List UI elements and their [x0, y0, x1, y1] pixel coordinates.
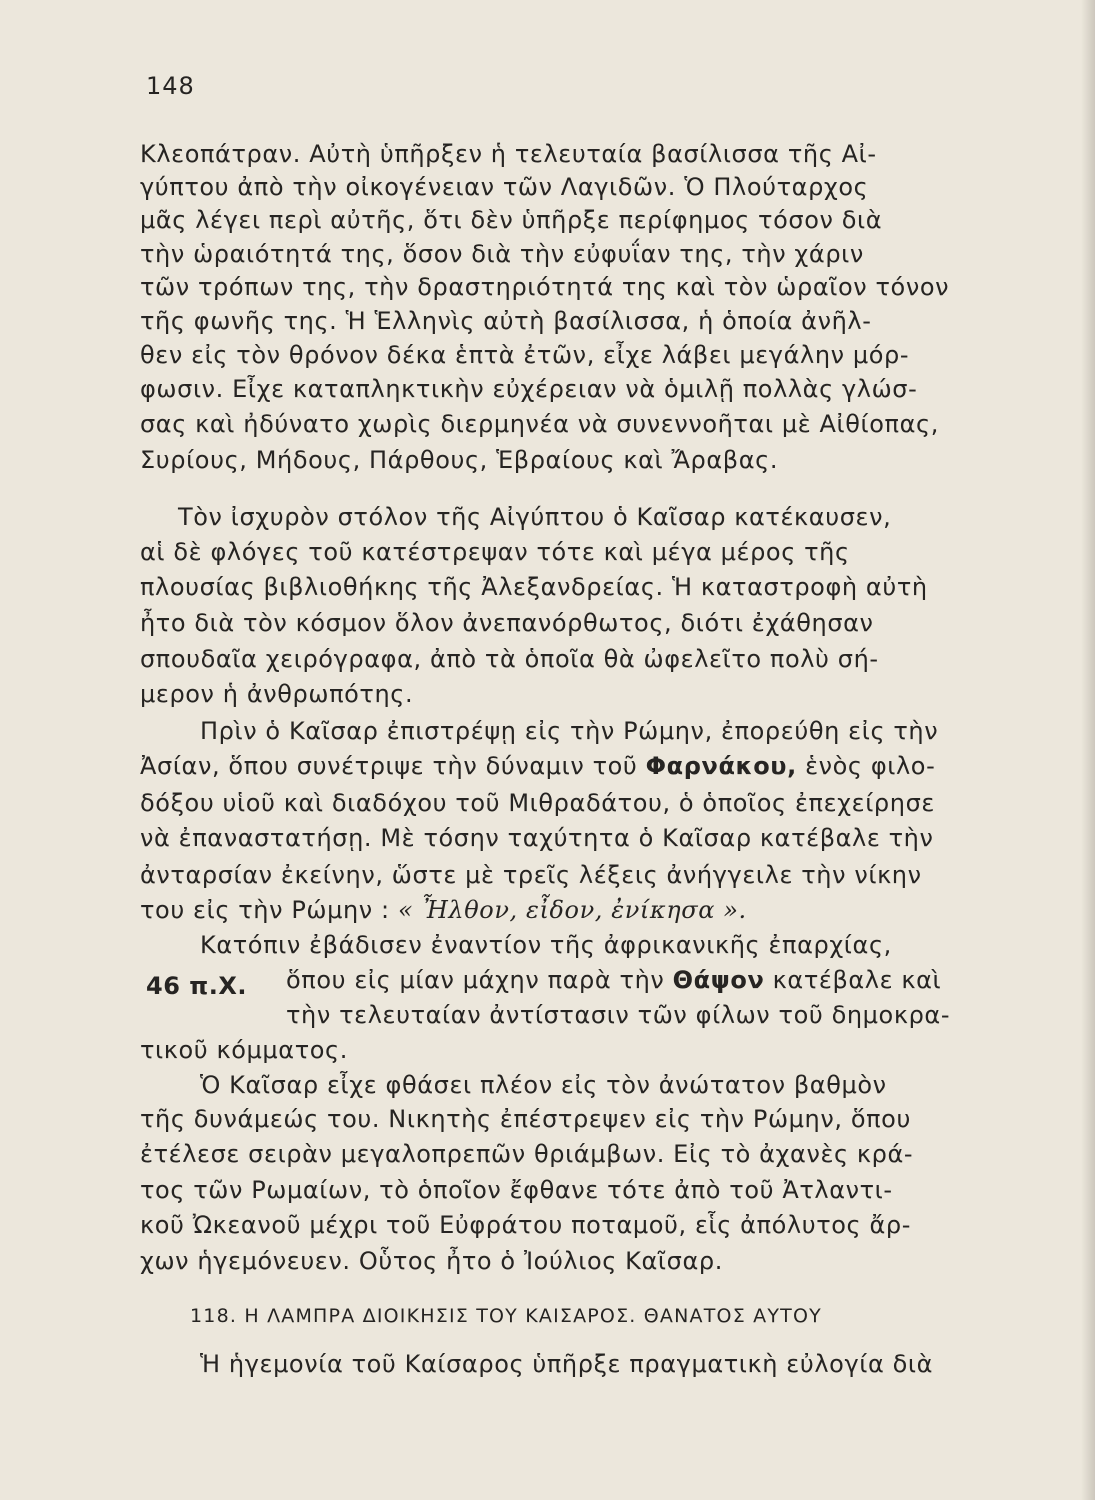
- text-line: ἐτέλεσε σειρὰν μεγαλοπρεπῶν θριάμβων. Εἰς τὸ ἀχανὲς κρά-: [140, 1140, 914, 1168]
- text-line: μᾶς λέγει περὶ αὐτῆς, ὅτι δὲν ὑπῆρξε περίφημος τόσον διὰ: [140, 206, 883, 234]
- page-number: 148: [146, 72, 195, 100]
- text-line: τὴν τελευταίαν ἀντίστασιν τῶν φίλων τοῦ δημοκρα-: [286, 1001, 951, 1029]
- text-line: Συρίους, Μήδους, Πάρθους, Ἑβραίους καὶ Ἄραβας.: [140, 446, 779, 474]
- page-edge-shadow: [1081, 0, 1095, 1500]
- text-line: Πρὶν ὁ Καῖσαρ ἐπιστρέψῃ εἰς τὴν Ρώμην, ἐπορεύθη εἰς τὴν: [200, 717, 939, 745]
- text-run: του εἰς τὴν Ρώμην :: [140, 896, 390, 924]
- text-line: τικοῦ κόμματος.: [140, 1036, 348, 1064]
- section-heading: 118. Η ΛΑΜΠΡΑ ΔΙΟΙΚΗΣΙΣ ΤΟΥ ΚΑΙΣΑΡΟΣ. ΘΑΝΑΤΟΣ ΑΥΤΟΥ: [190, 1305, 822, 1327]
- text-line: Ἡ ἡγεμονία τοῦ Καίσαρος ὑπῆρξε πραγματικὴ εὐλογία διὰ: [200, 1350, 934, 1378]
- text-line: μερον ἡ ἀνθρωπότης.: [140, 680, 414, 708]
- text-run: ὅπου εἰς μίαν μάχην παρὰ τὴν: [286, 966, 665, 994]
- text-line: Κλεοπάτραν. Αὐτὴ ὑπῆρξεν ἡ τελευταία βασίλισσα τῆς Αἰ-: [140, 140, 877, 168]
- quote-veni-vidi-vici: « Ἦλθον, εἶδον, ἐνίκησα ».: [397, 896, 747, 924]
- text-line: Τὸν ἰσχυρὸν στόλον τῆς Αἰγύπτου ὁ Καῖσαρ κατέκαυσεν,: [178, 503, 892, 531]
- text-line: ἀνταρσίαν ἐκείνην, ὥστε μὲ τρεῖς λέξεις ἀνήγγειλε τὴν νίκην: [140, 861, 922, 889]
- text-run: ἑνὸς φιλο-: [805, 752, 936, 780]
- text-line: τῆς δυνάμεώς του. Νικητὴς ἐπέστρεψεν εἰς τὴν Ρώμην, ὅπου: [140, 1105, 911, 1133]
- text-line: πλουσίας βιβλιοθήκης τῆς Ἀλεξανδρείας. Ἡ καταστροφὴ αὐτὴ: [140, 573, 928, 601]
- text-line: [140, 752, 990, 780]
- text-line: ἦτο διὰ τὸν κόσμον ὅλον ἀνεπανόρθωτος, διότι ἐχάθησαν: [140, 609, 874, 637]
- text-line: αἱ δὲ φλόγες τοῦ κατέστρεψαν τότε καὶ μέγα μέρος τῆς: [140, 538, 850, 566]
- text-line: τῶν τρόπων της, τὴν δραστηριότητά της καὶ τὸν ὡραῖον τόνον: [140, 273, 950, 301]
- text-line: χων ἡγεμόνευεν. Οὗτος ἦτο ὁ Ἰούλιος Καῖσαρ.: [140, 1247, 723, 1275]
- text-line: δόξου υἱοῦ καὶ διαδόχου τοῦ Μιθραδάτου, ὁ ὁποῖος ἐπεχείρησε: [140, 789, 935, 817]
- text-line: τος τῶν Ρωμαίων, τὸ ὁποῖον ἔφθανε τότε ἀπὸ τοῦ Ἀτλαντι-: [140, 1176, 893, 1204]
- text-run: κατέβαλε καὶ: [772, 966, 942, 994]
- text-line: φωσιν. Εἶχε καταπληκτικὴν εὐχέρειαν νὰ ὁμιλῇ πολλὰς γλώσ-: [140, 375, 918, 403]
- text-line: κοῦ Ὠκεανοῦ μέχρι τοῦ Εὐφράτου ποταμοῦ, εἷς ἀπόλυτος ἄρ-: [140, 1211, 911, 1239]
- text-line: σπουδαῖα χειρόγραφα, ἀπὸ τὰ ὁποῖα θὰ ὠφελεῖτο πολὺ σή-: [140, 645, 879, 673]
- text-run: Ἀσίαν, ὅπου συνέτριψε τὴν δύναμιν τοῦ: [140, 752, 638, 780]
- text-line: νὰ ἐπαναστατήσῃ. Μὲ τόσην ταχύτητα ὁ Καῖσαρ κατέβαλε τὴν: [140, 824, 934, 852]
- text-line: Ὁ Καῖσαρ εἶχε φθάσει πλέον εἰς τὸν ἀνώτατον βαθμὸν: [200, 1071, 887, 1099]
- text-line: τὴν ὡραιότητά της, ὅσον διὰ τὴν εὐφυΐαν της, τὴν χάριν: [140, 240, 864, 268]
- text-line: τῆς φωνῆς της. Ἡ Ἑλληνὶς αὐτὴ βασίλισσα, ἡ ὁποία ἀνῆλ-: [140, 307, 872, 335]
- text-line: γύπτου ἀπὸ τὴν οἰκογένειαν τῶν Λαγιδῶν. Ὁ Πλούταρχος: [140, 173, 869, 201]
- margin-date: 46 π.Χ.: [146, 972, 247, 1000]
- name-pharnaces: Φαρνάκου,: [645, 752, 797, 780]
- place-thapsus: Θάψον: [672, 966, 765, 994]
- text-line: [140, 896, 990, 924]
- text-line: Κατόπιν ἐβάδισεν ἐναντίον τῆς ἀφρικανικῆς ἐπαρχίας,: [200, 931, 892, 959]
- text-line: σας καὶ ἠδύνατο χωρὶς διερμηνέα νὰ συνεννοῆται μὲ Αἰθίοπας,: [140, 410, 939, 438]
- text-line: [286, 966, 990, 994]
- text-line: θεν εἰς τὸν θρόνον δέκα ἑπτὰ ἐτῶν, εἶχε λάβει μεγάλην μόρ-: [140, 341, 910, 369]
